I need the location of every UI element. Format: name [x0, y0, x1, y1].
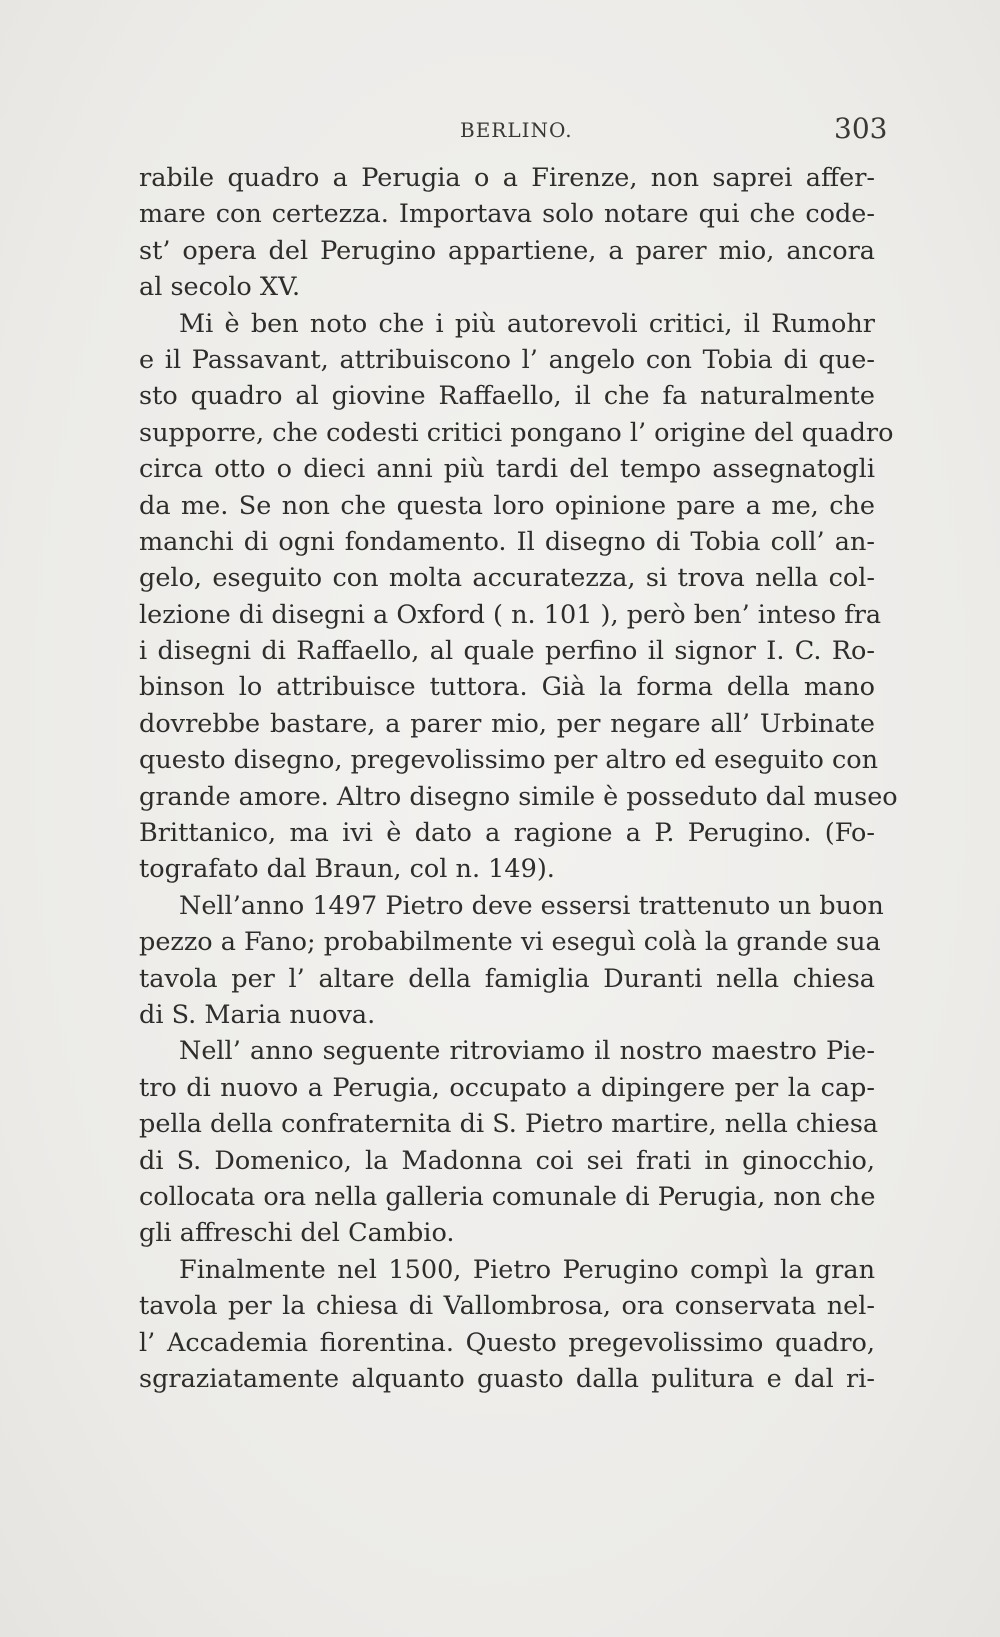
text-line: Finalmente nel 1500, Pietro Perugino compì la gran — [179, 1254, 875, 1285]
text-line: binson lo attribuisce tuttora. Già la forma della mano — [139, 672, 875, 703]
text-line: Brittanico, ma ivi è dato a ragione a P. Perugino. (Fo- — [139, 818, 875, 849]
body-text — [139, 160, 898, 1397]
text-line: pezzo a Fano; probabilmente vi eseguì colà la grande sua — [139, 927, 881, 958]
text-line: tavola per la chiesa di Vallombrosa, ora conservata nel- — [139, 1291, 875, 1322]
text-line: sgraziatamente alquanto guasto dalla pulitura e dal ri- — [139, 1363, 875, 1394]
text-line: tografato dal Braun, col n. 149). — [139, 854, 555, 885]
text-line: Nell’anno 1497 Pietro deve essersi trattenuto un buon — [179, 890, 884, 921]
text-line: da me. Se non che questa loro opinione pare a me, che — [139, 490, 875, 521]
text-line: pella della confraternita di S. Pietro martire, nella chiesa — [139, 1109, 879, 1140]
text-line: mare con certezza. Importava solo notare qui che code- — [139, 199, 875, 230]
text-line: lezione di disegni a Oxford ( n. 101 ), però ben’ inteso fra — [139, 599, 882, 630]
text-line: gelo, eseguito con molta accuratezza, si trova nella col- — [139, 563, 875, 594]
text-line: Nell’ anno seguente ritroviamo il nostro maestro Pie- — [179, 1036, 875, 1067]
page-number: 303 — [834, 112, 888, 145]
text-line: st’ opera del Perugino appartiene, a parer mio, ancora — [139, 235, 875, 266]
text-line: rabile quadro a Perugia o a Firenze, non saprei affer- — [139, 163, 875, 193]
text-line: tavola per l’ altare della famiglia Duranti nella chiesa — [139, 963, 875, 994]
text-line: sto quadro al giovine Raffaello, il che fa naturalmente — [139, 381, 875, 412]
text-line: circa otto o dieci anni più tardi del tempo assegnatogli — [139, 454, 875, 485]
text-line: dovrebbe bastare, a parer mio, per negare all’ Urbinate — [139, 708, 875, 739]
text-line: tro di nuovo a Perugia, occupato a dipingere per la cap- — [139, 1072, 875, 1103]
text-line: Mi è ben noto che i più autorevoli critici, il Rumohr — [179, 308, 875, 339]
text-line: gli affreschi del Cambio. — [139, 1218, 455, 1249]
text-line: e il Passavant, attribuiscono l’ angelo con Tobia di que- — [139, 344, 875, 375]
text-line: manchi di ogni fondamento. Il disegno di Tobia coll’ an- — [139, 526, 875, 557]
running-head-title: BERLINO. — [460, 118, 573, 142]
text-line: questo disegno, pregevolissimo per altro ed eseguito con — [139, 745, 879, 776]
text-line: di S. Maria nuova. — [139, 999, 376, 1030]
text-line: supporre, che codesti critici pongano l’ origine del quadro — [139, 417, 894, 448]
text-line: al secolo XV. — [139, 272, 301, 303]
text-line: di S. Domenico, la Madonna coi sei frati in ginocchio, — [139, 1145, 875, 1176]
text-line: grande amore. Altro disegno simile è posseduto dal museo — [139, 781, 898, 812]
text-line: collocata ora nella galleria comunale di Perugia, non che — [139, 1181, 876, 1212]
text-line: i disegni di Raffaello, al quale perfino il signor I. C. Ro- — [139, 636, 875, 667]
running-head — [0, 112, 1000, 152]
text-line: l’ Accademia fiorentina. Questo pregevolissimo quadro, — [139, 1327, 875, 1358]
